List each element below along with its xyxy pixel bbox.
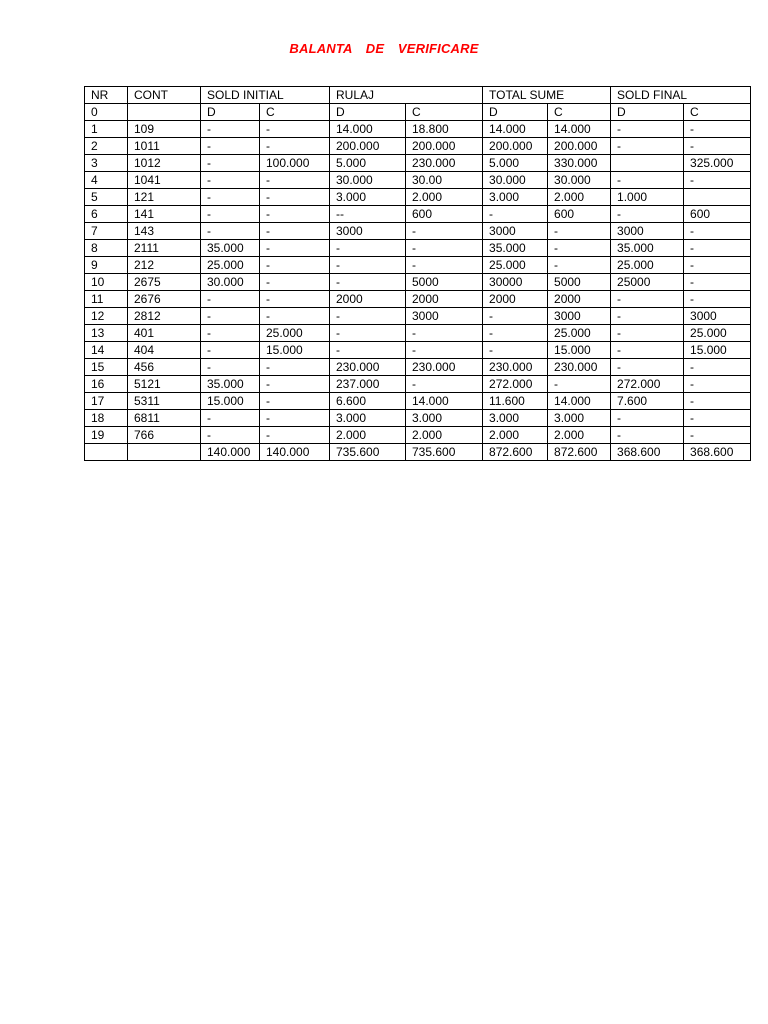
table-cell: 1011 [128, 138, 201, 155]
table-cell: - [330, 274, 406, 291]
table-cell: 3000 [611, 223, 684, 240]
table-cell: 25.000 [611, 257, 684, 274]
subheader-cell: D [330, 104, 406, 121]
table-subheader-row [85, 104, 751, 121]
table-cell: - [260, 393, 330, 410]
table-cell: - [684, 376, 751, 393]
table-cell: 14.000 [483, 121, 548, 138]
subheader-cell: 0 [85, 104, 128, 121]
table-cell [611, 155, 684, 172]
table-cell: 3.000 [483, 189, 548, 206]
table-cell: - [201, 427, 260, 444]
table-cell: - [260, 427, 330, 444]
table-cell: - [684, 223, 751, 240]
table-cell: - [684, 427, 751, 444]
table-cell: - [684, 393, 751, 410]
table-cell: 325.000 [684, 155, 751, 172]
table-cell: 200.000 [330, 138, 406, 155]
table-cell: 3000 [483, 223, 548, 240]
table-cell: - [330, 308, 406, 325]
table-cell: - [260, 240, 330, 257]
table-cell: 404 [128, 342, 201, 359]
table-cell: - [260, 223, 330, 240]
table-cell: - [260, 172, 330, 189]
table-row [85, 274, 751, 291]
table-cell: - [330, 342, 406, 359]
table-cell: - [611, 138, 684, 155]
table-cell: - [548, 240, 611, 257]
table-cell: 141 [128, 206, 201, 223]
table-cell: 5.000 [330, 155, 406, 172]
table-row [85, 359, 751, 376]
table-cell: 35.000 [201, 240, 260, 257]
table-cell: - [684, 121, 751, 138]
table-cell: 30.00 [406, 172, 483, 189]
table-cell: 25000 [611, 274, 684, 291]
table-cell: - [260, 274, 330, 291]
totals-cell: 140.000 [260, 444, 330, 461]
table-cell: - [611, 427, 684, 444]
table-cell: - [201, 172, 260, 189]
table-cell: 2 [85, 138, 128, 155]
table-cell: 3.000 [330, 410, 406, 427]
table-body [85, 121, 751, 444]
totals-cell: 735.600 [406, 444, 483, 461]
header-cont: CONT [128, 87, 201, 104]
table-cell: 200.000 [548, 138, 611, 155]
table-cell: -- [330, 206, 406, 223]
table-cell: 272.000 [611, 376, 684, 393]
table-cell: - [406, 257, 483, 274]
table-cell: - [201, 121, 260, 138]
table-cell: - [611, 359, 684, 376]
table-cell: 14.000 [548, 121, 611, 138]
table-cell: 5 [85, 189, 128, 206]
table-cell: 2000 [330, 291, 406, 308]
table-cell: 16 [85, 376, 128, 393]
table-cell: 11.600 [483, 393, 548, 410]
header-rulaj: RULAJ [330, 87, 483, 104]
table-cell: 2.000 [330, 427, 406, 444]
table-cell: 5121 [128, 376, 201, 393]
table-cell: 212 [128, 257, 201, 274]
table-row [85, 257, 751, 274]
table-cell: 143 [128, 223, 201, 240]
table-row [85, 308, 751, 325]
totals-cell: 872.600 [483, 444, 548, 461]
table-cell: 1041 [128, 172, 201, 189]
table-cell: - [330, 257, 406, 274]
table-cell: 766 [128, 427, 201, 444]
table-cell: - [260, 121, 330, 138]
table-row [85, 155, 751, 172]
table-cell: - [201, 308, 260, 325]
table-cell: 5311 [128, 393, 201, 410]
table-cell: - [201, 138, 260, 155]
totals-cell: 368.600 [611, 444, 684, 461]
table-cell: 3000 [406, 308, 483, 325]
table-cell: - [483, 325, 548, 342]
table-cell: - [201, 359, 260, 376]
table-cell: 330.000 [548, 155, 611, 172]
table-cell: - [201, 342, 260, 359]
table-cell: - [483, 342, 548, 359]
table-cell: 3000 [330, 223, 406, 240]
header-sold-initial: SOLD INITIAL [201, 87, 330, 104]
table-cell: - [406, 240, 483, 257]
table-cell: - [201, 410, 260, 427]
table-cell: 7 [85, 223, 128, 240]
table-cell: - [611, 325, 684, 342]
table-row [85, 410, 751, 427]
table-cell: - [684, 240, 751, 257]
table-cell: 230.000 [483, 359, 548, 376]
table-header-row [85, 87, 751, 104]
table-cell: 121 [128, 189, 201, 206]
table-cell: 9 [85, 257, 128, 274]
table-cell [684, 189, 751, 206]
table-row [85, 393, 751, 410]
table-cell: - [201, 325, 260, 342]
table-cell: 2.000 [548, 427, 611, 444]
table-cell: 3.000 [548, 410, 611, 427]
table-cell: 14.000 [330, 121, 406, 138]
table-cell: - [260, 376, 330, 393]
table-cell: - [260, 410, 330, 427]
table-cell: - [406, 342, 483, 359]
table-cell: 15 [85, 359, 128, 376]
table-cell: 19 [85, 427, 128, 444]
table-cell: 10 [85, 274, 128, 291]
table-cell: - [684, 138, 751, 155]
subheader-cell: C [260, 104, 330, 121]
subheader-cell: D [201, 104, 260, 121]
table-cell: 100.000 [260, 155, 330, 172]
table-cell: 8 [85, 240, 128, 257]
table-cell: 456 [128, 359, 201, 376]
table-cell: 35.000 [611, 240, 684, 257]
table-cell: 14 [85, 342, 128, 359]
table-cell: 2000 [548, 291, 611, 308]
table-cell: 5000 [406, 274, 483, 291]
table-cell: - [611, 121, 684, 138]
subheader-cell: D [483, 104, 548, 121]
table-cell: - [201, 189, 260, 206]
table-row [85, 206, 751, 223]
table-cell: - [406, 376, 483, 393]
table-cell: 600 [548, 206, 611, 223]
table-cell: - [330, 325, 406, 342]
table-cell: - [548, 376, 611, 393]
subheader-cell: C [548, 104, 611, 121]
table-row [85, 325, 751, 342]
table-cell: - [406, 325, 483, 342]
table-cell: 6.600 [330, 393, 406, 410]
table-cell: 2111 [128, 240, 201, 257]
table-cell: 15.000 [684, 342, 751, 359]
table-cell: 35.000 [201, 376, 260, 393]
table-cell: 200.000 [483, 138, 548, 155]
table-cell: - [201, 223, 260, 240]
table-cell: 3000 [548, 308, 611, 325]
table-cell: 6 [85, 206, 128, 223]
subheader-cell: C [684, 104, 751, 121]
header-nr: NR [85, 87, 128, 104]
table-cell: - [406, 223, 483, 240]
totals-cell: 140.000 [201, 444, 260, 461]
table-cell: - [548, 223, 611, 240]
totals-cell: 872.600 [548, 444, 611, 461]
table-cell: 30.000 [330, 172, 406, 189]
table-cell: 25.000 [260, 325, 330, 342]
table-cell: 35.000 [483, 240, 548, 257]
table-cell: 1 [85, 121, 128, 138]
table-cell: 2.000 [483, 427, 548, 444]
subheader-cell: D [611, 104, 684, 121]
table-cell: 3.000 [406, 410, 483, 427]
table-cell: 200.000 [406, 138, 483, 155]
table-cell: - [684, 257, 751, 274]
table-row [85, 240, 751, 257]
table-cell: 30.000 [483, 172, 548, 189]
table-cell: 30000 [483, 274, 548, 291]
table-row [85, 376, 751, 393]
table-cell: - [260, 308, 330, 325]
table-cell: 15.000 [548, 342, 611, 359]
table-row [85, 427, 751, 444]
table-cell: 15.000 [201, 393, 260, 410]
table-cell: - [548, 257, 611, 274]
table-cell: - [684, 172, 751, 189]
table-cell: 2812 [128, 308, 201, 325]
table-cell: 2.000 [548, 189, 611, 206]
table-cell: - [684, 410, 751, 427]
table-cell: 230.000 [406, 359, 483, 376]
table-cell: 4 [85, 172, 128, 189]
totals-cell: 368.600 [684, 444, 751, 461]
table-cell: 18.800 [406, 121, 483, 138]
table-cell: 25.000 [684, 325, 751, 342]
totals-cell [85, 444, 128, 461]
table-cell: 25.000 [483, 257, 548, 274]
table-cell: 5.000 [483, 155, 548, 172]
table-row [85, 189, 751, 206]
table-cell: - [260, 206, 330, 223]
table-cell: 3.000 [330, 189, 406, 206]
table-cell: 30.000 [548, 172, 611, 189]
table-cell: - [611, 308, 684, 325]
table-row [85, 172, 751, 189]
table-cell: - [260, 257, 330, 274]
table-cell: 1012 [128, 155, 201, 172]
table-cell: 25.000 [201, 257, 260, 274]
table-row [85, 342, 751, 359]
table-cell: 2000 [406, 291, 483, 308]
table-cell: 3 [85, 155, 128, 172]
table-cell: - [201, 155, 260, 172]
table-cell: - [260, 291, 330, 308]
document-title: BALANTA DE VERIFICARE [289, 41, 479, 56]
table-cell: 272.000 [483, 376, 548, 393]
table-cell: 109 [128, 121, 201, 138]
table-cell: 12 [85, 308, 128, 325]
table-cell: 600 [684, 206, 751, 223]
table-cell: - [260, 189, 330, 206]
table-cell: - [611, 206, 684, 223]
table-cell: - [260, 359, 330, 376]
totals-cell [128, 444, 201, 461]
table-row [85, 138, 751, 155]
table-cell: 17 [85, 393, 128, 410]
subheader-cell [128, 104, 201, 121]
table-cell: 14.000 [406, 393, 483, 410]
table-cell: - [201, 206, 260, 223]
table-cell: 3000 [684, 308, 751, 325]
table-cell: 25.000 [548, 325, 611, 342]
table-cell: 2000 [483, 291, 548, 308]
table-cell: - [611, 291, 684, 308]
table-cell: - [684, 291, 751, 308]
table-cell: - [260, 138, 330, 155]
table-cell: 230.000 [330, 359, 406, 376]
table-row [85, 223, 751, 240]
table-totals-row [85, 444, 751, 461]
header-sold-final: SOLD FINAL [611, 87, 751, 104]
table-cell: 7.600 [611, 393, 684, 410]
table-cell: 2.000 [406, 427, 483, 444]
table-cell: 600 [406, 206, 483, 223]
table-cell: - [684, 359, 751, 376]
table-cell: - [330, 240, 406, 257]
table-cell: 230.000 [406, 155, 483, 172]
table-cell: 30.000 [201, 274, 260, 291]
table-cell: 2675 [128, 274, 201, 291]
table-cell: 15.000 [260, 342, 330, 359]
table-cell: 3.000 [483, 410, 548, 427]
table-cell: 5000 [548, 274, 611, 291]
table-cell: - [611, 172, 684, 189]
table-cell: 2676 [128, 291, 201, 308]
table-cell: 11 [85, 291, 128, 308]
table-cell: - [684, 274, 751, 291]
trial-balance-table [84, 86, 751, 461]
table-cell: - [483, 308, 548, 325]
table-cell: - [483, 206, 548, 223]
table-cell: 13 [85, 325, 128, 342]
table-cell: 2.000 [406, 189, 483, 206]
table-cell: 6811 [128, 410, 201, 427]
table-cell: - [201, 291, 260, 308]
table-row [85, 121, 751, 138]
table-cell: 401 [128, 325, 201, 342]
totals-cell: 735.600 [330, 444, 406, 461]
table-row [85, 291, 751, 308]
table-cell: - [611, 410, 684, 427]
subheader-cell: C [406, 104, 483, 121]
table-cell: 237.000 [330, 376, 406, 393]
header-total-sume: TOTAL SUME [483, 87, 611, 104]
table-cell: - [611, 342, 684, 359]
table-cell: 14.000 [548, 393, 611, 410]
table-cell: 1.000 [611, 189, 684, 206]
table-cell: 18 [85, 410, 128, 427]
table-cell: 230.000 [548, 359, 611, 376]
